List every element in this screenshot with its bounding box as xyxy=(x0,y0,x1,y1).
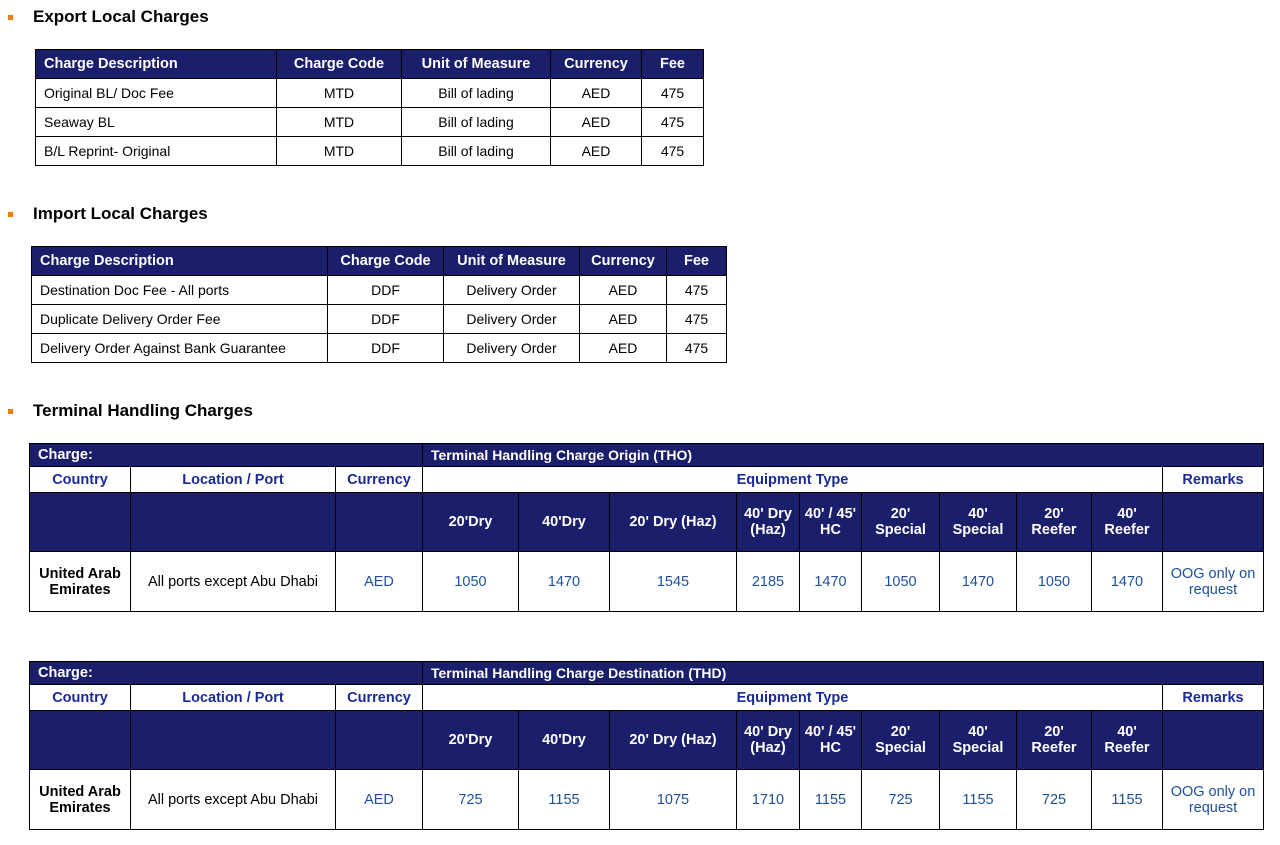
currency-cell: AED xyxy=(336,770,423,830)
table-header-row xyxy=(36,50,704,79)
table-cell: AED xyxy=(551,79,642,108)
empty-header-cell xyxy=(131,711,336,770)
table-cell: 475 xyxy=(642,137,704,166)
equipment-40-dry-haz: 40' Dry (Haz) xyxy=(737,711,800,770)
table-cell: DDF xyxy=(328,305,444,334)
equipment-type-header: Equipment Type xyxy=(423,467,1163,493)
empty-header-cell xyxy=(336,493,423,552)
export-section-heading xyxy=(8,7,209,27)
equipment-40-dry: 40'Dry xyxy=(519,493,610,552)
table-cell: Seaway BL xyxy=(36,108,277,137)
value-cell: 1470 xyxy=(1092,552,1163,612)
table-cell: Delivery Order xyxy=(444,334,580,363)
remarks-cell: OOG only on request xyxy=(1163,770,1264,830)
location-cell: All ports except Abu Dhabi xyxy=(131,770,336,830)
table-cell: 475 xyxy=(667,334,727,363)
equipment-header-row xyxy=(30,493,1264,552)
empty-header-cell xyxy=(336,711,423,770)
table-header-row xyxy=(32,247,727,276)
export-charges-table xyxy=(35,49,704,166)
table-cell: DDF xyxy=(328,334,444,363)
empty-header-cell xyxy=(30,711,131,770)
column-header: Unit of Measure xyxy=(444,247,580,276)
column-header: Fee xyxy=(642,50,704,79)
currency-cell: AED xyxy=(336,552,423,612)
tho-title: Terminal Handling Charge Origin (THO) xyxy=(423,444,1264,467)
table-cell: Destination Doc Fee - All ports xyxy=(32,276,328,305)
value-cell: 1155 xyxy=(800,770,862,830)
equipment-type-header: Equipment Type xyxy=(423,685,1163,711)
column-header-row xyxy=(30,467,1264,493)
equipment-header-row xyxy=(30,711,1264,770)
charge-title-row xyxy=(30,662,1264,685)
column-header: Charge Description xyxy=(36,50,277,79)
location-header: Location / Port xyxy=(131,685,336,711)
remarks-cell: OOG only on request xyxy=(1163,552,1264,612)
value-cell: 1050 xyxy=(1017,552,1092,612)
equipment-20-dry: 20'Dry xyxy=(423,493,519,552)
charge-label: Charge: xyxy=(30,444,423,467)
table-cell: Duplicate Delivery Order Fee xyxy=(32,305,328,334)
currency-header: Currency xyxy=(336,467,423,493)
table-cell: Delivery Order xyxy=(444,276,580,305)
country-cell: United Arab Emirates xyxy=(30,552,131,612)
column-header: Charge Description xyxy=(32,247,328,276)
table-cell: 475 xyxy=(642,79,704,108)
value-cell: 725 xyxy=(862,770,940,830)
equipment-20-reefer: 20' Reefer xyxy=(1017,711,1092,770)
value-cell: 1470 xyxy=(800,552,862,612)
import-section-heading xyxy=(8,204,208,224)
table-cell: AED xyxy=(580,334,667,363)
equipment-20-dry-haz: 20' Dry (Haz) xyxy=(610,711,737,770)
column-header: Unit of Measure xyxy=(402,50,551,79)
table-cell: MTD xyxy=(277,79,402,108)
column-header: Charge Code xyxy=(328,247,444,276)
table-row xyxy=(32,305,727,334)
charge-title-row xyxy=(30,444,1264,467)
equipment-40-reefer: 40' Reefer xyxy=(1092,711,1163,770)
table-cell: B/L Reprint- Original xyxy=(36,137,277,166)
table-row xyxy=(36,79,704,108)
equipment-40-dry-haz: 40' Dry (Haz) xyxy=(737,493,800,552)
equipment-20-reefer: 20' Reefer xyxy=(1017,493,1092,552)
value-cell: 1075 xyxy=(610,770,737,830)
country-header: Country xyxy=(30,467,131,493)
column-header: Charge Code xyxy=(277,50,402,79)
table-cell: MTD xyxy=(277,108,402,137)
value-cell: 725 xyxy=(423,770,519,830)
country-header: Country xyxy=(30,685,131,711)
table-cell: Bill of lading xyxy=(402,108,551,137)
table-cell: AED xyxy=(551,137,642,166)
tho-table xyxy=(29,443,1264,612)
value-cell: 1155 xyxy=(940,770,1017,830)
table-cell: 475 xyxy=(667,276,727,305)
value-cell: 1155 xyxy=(519,770,610,830)
location-header: Location / Port xyxy=(131,467,336,493)
table-cell: Original BL/ Doc Fee xyxy=(36,79,277,108)
thc-section-heading xyxy=(8,401,253,421)
equipment-40-special: 40' Special xyxy=(940,493,1017,552)
value-cell: 725 xyxy=(1017,770,1092,830)
column-header: Currency xyxy=(580,247,667,276)
empty-header-cell xyxy=(1163,711,1264,770)
empty-header-cell xyxy=(1163,493,1264,552)
empty-header-cell xyxy=(131,493,336,552)
thc-section-title: Terminal Handling Charges xyxy=(33,401,253,420)
table-row xyxy=(30,770,1264,830)
remarks-header: Remarks xyxy=(1163,685,1264,711)
table-cell: Bill of lading xyxy=(402,79,551,108)
remarks-header: Remarks xyxy=(1163,467,1264,493)
currency-header: Currency xyxy=(336,685,423,711)
country-cell: United Arab Emirates xyxy=(30,770,131,830)
empty-header-cell xyxy=(30,493,131,552)
equipment-40-45-hc: 40' / 45' HC xyxy=(800,493,862,552)
equipment-40-special: 40' Special xyxy=(940,711,1017,770)
bullet-icon xyxy=(8,212,13,217)
export-section-title: Export Local Charges xyxy=(33,7,209,26)
table-cell: Delivery Order Against Bank Guarantee xyxy=(32,334,328,363)
location-cell: All ports except Abu Dhabi xyxy=(131,552,336,612)
table-cell: AED xyxy=(551,108,642,137)
value-cell: 2185 xyxy=(737,552,800,612)
import-section-title: Import Local Charges xyxy=(33,204,208,223)
value-cell: 1545 xyxy=(610,552,737,612)
charge-label: Charge: xyxy=(30,662,423,685)
equipment-40-dry: 40'Dry xyxy=(519,711,610,770)
value-cell: 1470 xyxy=(940,552,1017,612)
bullet-icon xyxy=(8,409,13,414)
equipment-20-special: 20' Special xyxy=(862,711,940,770)
table-cell: AED xyxy=(580,305,667,334)
value-cell: 1050 xyxy=(862,552,940,612)
equipment-40-reefer: 40' Reefer xyxy=(1092,493,1163,552)
table-cell: Delivery Order xyxy=(444,305,580,334)
thd-title: Terminal Handling Charge Destination (THD) xyxy=(423,662,1264,685)
table-cell: 475 xyxy=(667,305,727,334)
thd-table xyxy=(29,661,1264,830)
table-row xyxy=(32,276,727,305)
table-cell: Bill of lading xyxy=(402,137,551,166)
table-cell: DDF xyxy=(328,276,444,305)
import-charges-table xyxy=(31,246,727,363)
table-cell: 475 xyxy=(642,108,704,137)
column-header: Fee xyxy=(667,247,727,276)
table-row xyxy=(30,552,1264,612)
table-row xyxy=(36,108,704,137)
table-row xyxy=(32,334,727,363)
equipment-20-dry: 20'Dry xyxy=(423,711,519,770)
table-cell: MTD xyxy=(277,137,402,166)
table-cell: AED xyxy=(580,276,667,305)
value-cell: 1050 xyxy=(423,552,519,612)
equipment-20-special: 20' Special xyxy=(862,493,940,552)
column-header-row xyxy=(30,685,1264,711)
value-cell: 1155 xyxy=(1092,770,1163,830)
equipment-40-45-hc: 40' / 45' HC xyxy=(800,711,862,770)
equipment-20-dry-haz: 20' Dry (Haz) xyxy=(610,493,737,552)
bullet-icon xyxy=(8,15,13,20)
column-header: Currency xyxy=(551,50,642,79)
value-cell: 1470 xyxy=(519,552,610,612)
value-cell: 1710 xyxy=(737,770,800,830)
table-row xyxy=(36,137,704,166)
